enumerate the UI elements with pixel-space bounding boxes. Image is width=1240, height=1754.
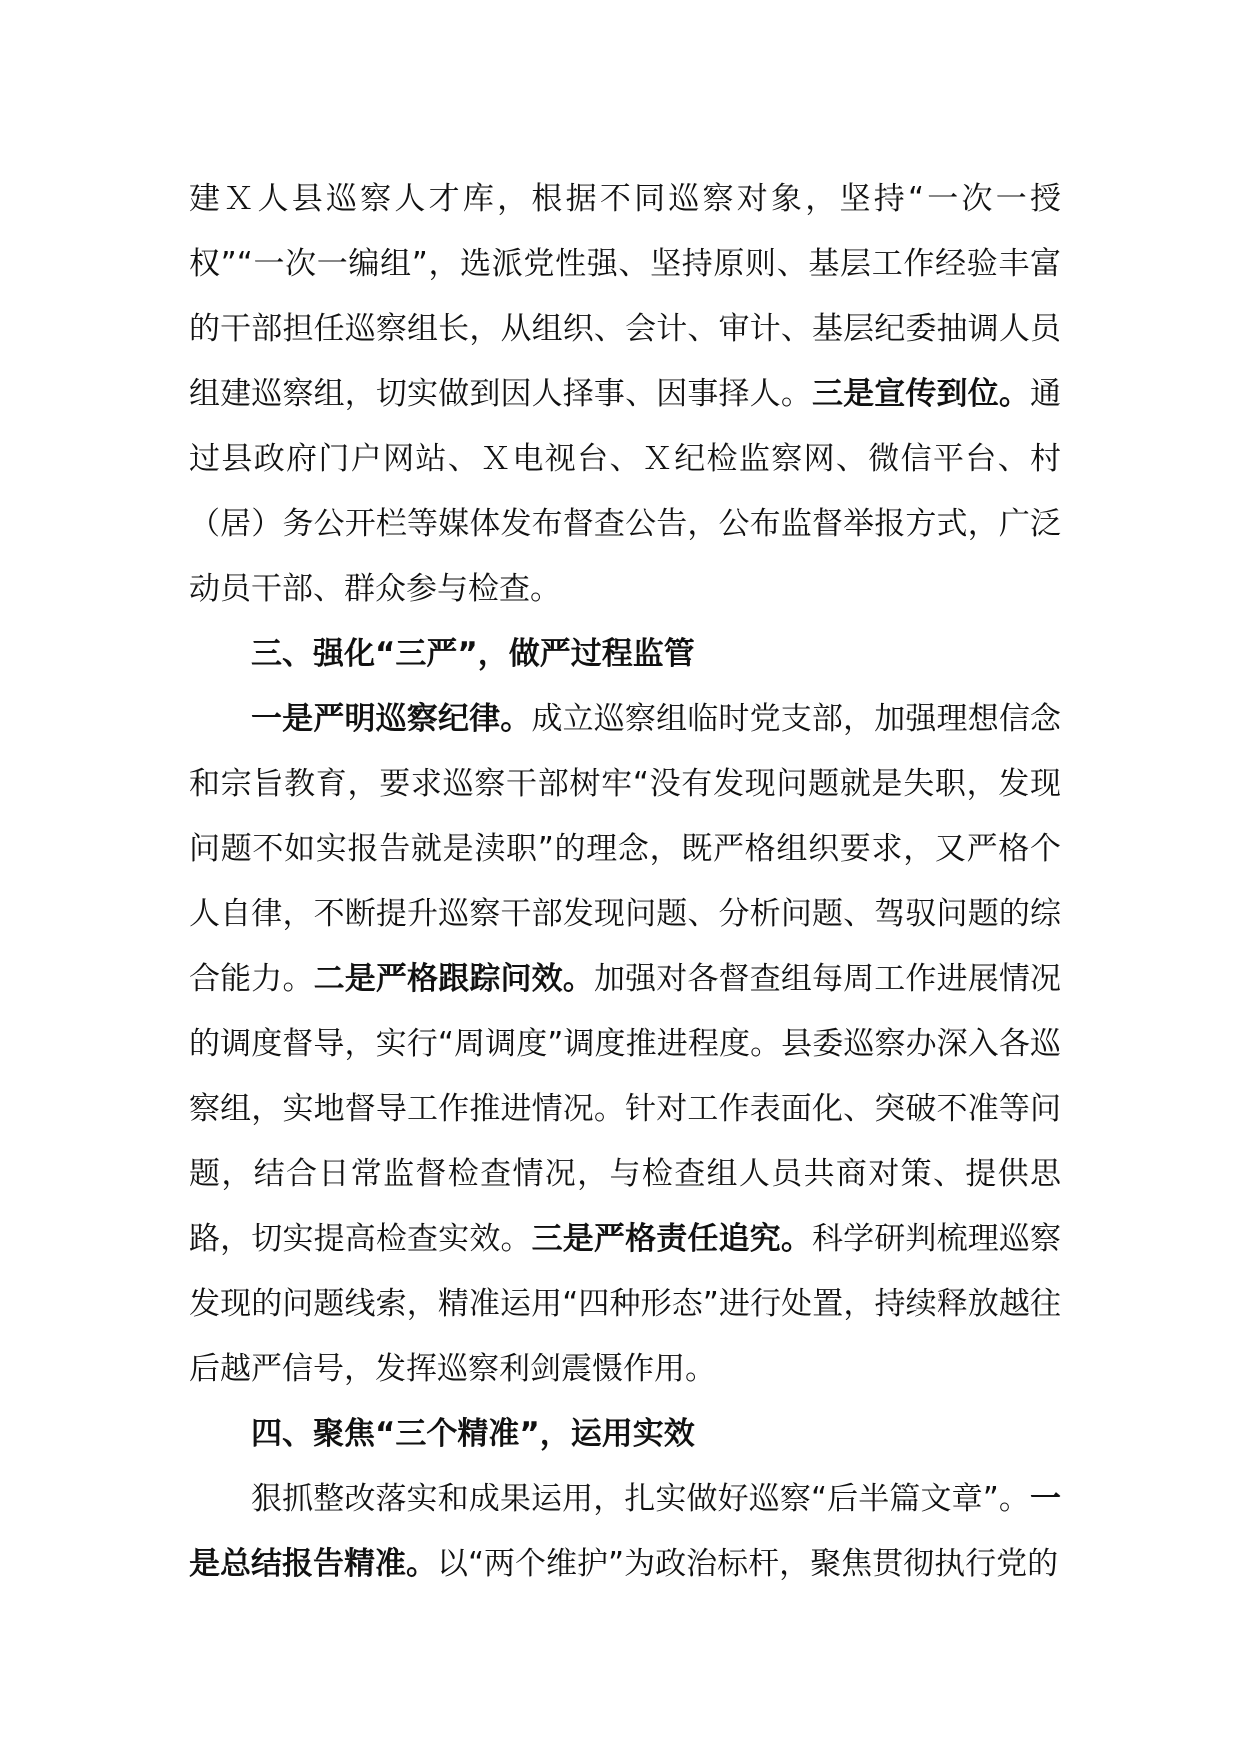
text-run: 成立巡察组临时党支部，加强理想信念和宗旨教育，要求巡察干部树牢“没有发现问题就是失职，发现问题不如实报告就是渎职”的理念，既严格组织要求，又严格个人自律，不断提升巡察干部发现问题、分析问题、驾驭问题的综合能力。 [189, 701, 1062, 997]
paragraph-results-application [189, 1467, 1061, 1597]
text-run: 科学研判梳理巡察发现的问题线索，精准运用“四种形态”进行处置，持续释放越往后越严信号，发挥巡察利剑震慑作用。 [189, 1221, 1062, 1387]
bold-lead-tracking: 二是严格跟踪问效。 [313, 961, 594, 997]
text-run: 通过县政府门户网站、Ｘ电视台、Ｘ纪检监察网、微信平台、村（居）务公开栏等媒体发布督查公告，公布监督举报方式，广泛动员干部、群众参与检查。 [189, 376, 1062, 607]
bold-lead-accountability: 三是严格责任追究。 [531, 1221, 812, 1257]
bold-lead-discipline: 一是严明巡察纪律。 [251, 701, 532, 737]
paragraph-process-supervision [189, 687, 1061, 1402]
document-page [189, 167, 1061, 1597]
text-run: 以“两个维护”为政治标杆，聚焦贯彻执行党的 [437, 1546, 1059, 1582]
text-run: 加强对各督查组每周工作进展情况的调度督导，实行“周调度”调度推进程度。县委巡察办深入各巡察组，实地督导工作推进情况。针对工作表面化、突破不准等问题，结合日常监督检查情况，与检查组人员共商对策、提供思路，切实提高检查实效。 [189, 961, 1062, 1257]
text-run: 狠抓整改落实和成果运用，扎实做好巡察“后半篇文章”。 [251, 1481, 1030, 1517]
bold-lead-publicity: 三是宣传到位。 [811, 376, 1031, 412]
paragraph-talent-pool [189, 167, 1061, 622]
section-heading-three: 三、强化“三严”，做严过程监管 [251, 636, 695, 672]
text-run: 建Ｘ人县巡察人才库，根据不同巡察对象，坚持“一次一授权”“一次一编组”，选派党性强、坚持原则、基层工作经验丰富的干部担任巡察组长，从组织、会计、审计、基层纪委抽调人员组建巡察组，切实做到因人择事、因事择人。 [189, 181, 1061, 412]
bold-lead-report: 一是总结报告精准。 [189, 1481, 1061, 1582]
section-heading-four: 四、聚焦“三个精准”，运用实效 [251, 1416, 695, 1452]
